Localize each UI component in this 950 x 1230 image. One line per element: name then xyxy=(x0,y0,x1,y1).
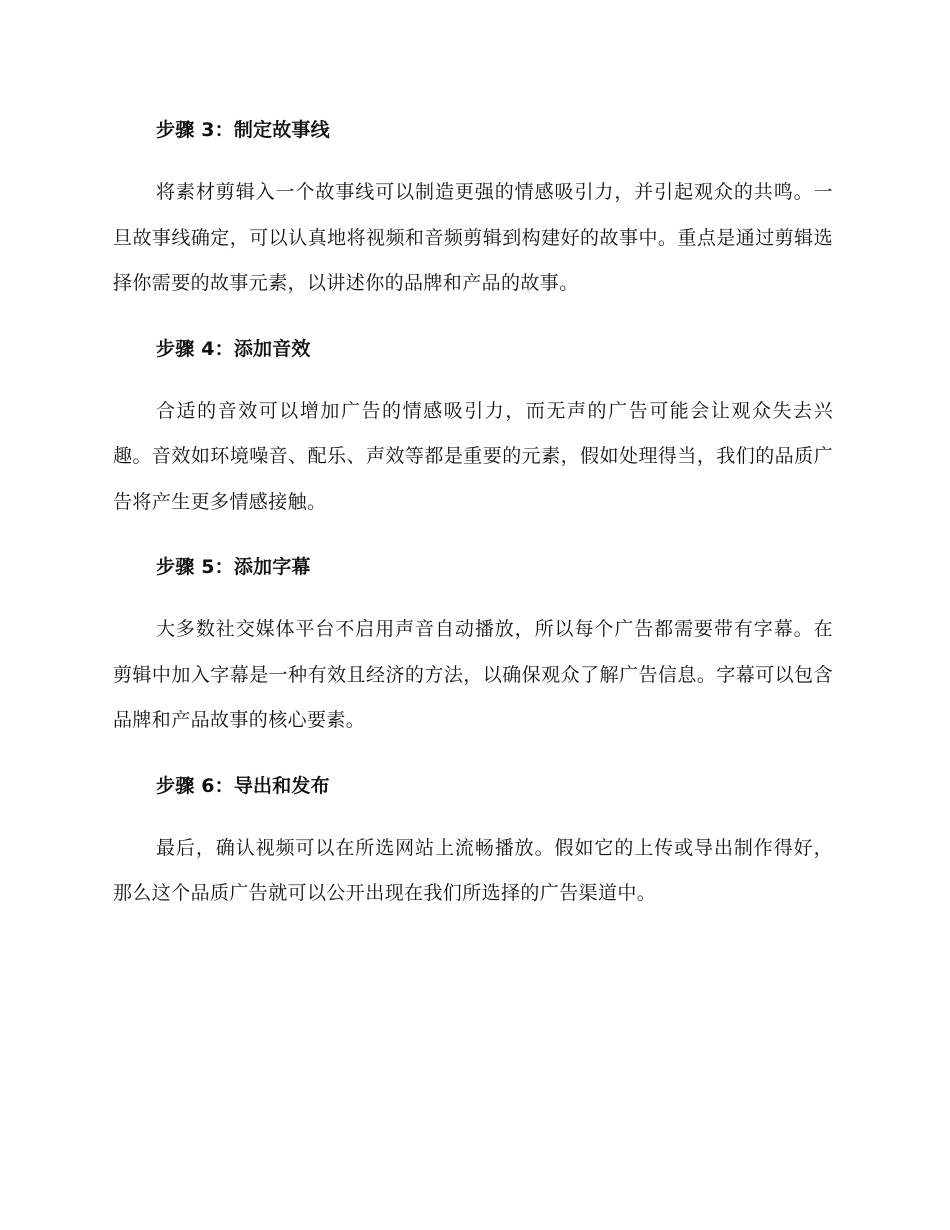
section-step-3 xyxy=(113,112,833,307)
document-body xyxy=(113,112,833,941)
section-paragraph: 大多数社交媒体平台不启用声音自动播放，所以每个广告都需要带有字幕。在剪辑中加入字幕是一种有效且经济的方法，以确保观众了解广告信息。字幕可以包含品牌和产品故事的核心要素。 xyxy=(113,618,833,731)
section-paragraph: 最后，确认视频可以在所选网站上流畅播放。假如它的上传或导出制作得好，那么这个品质广告就可以公开出现在我们所选择的广告渠道中。 xyxy=(113,836,833,904)
section-heading: 步骤 4：添加音效 xyxy=(156,337,311,360)
section-paragraph: 将素材剪辑入一个故事线可以制造更强的情感吸引力，并引起观众的共鸣。一旦故事线确定，可以认真地将视频和音频剪辑到构建好的故事中。重点是通过剪辑选择你需要的故事元素，以讲述你的品牌和产品的故事。 xyxy=(113,181,833,294)
section-step-4 xyxy=(113,331,833,526)
section-step-5 xyxy=(113,549,833,744)
section-paragraph: 合适的音效可以增加广告的情感吸引力，而无声的广告可能会让观众失去兴趣。音效如环境噪音、配乐、声效等都是重要的元素，假如处理得当，我们的品质广告将产生更多情感接触。 xyxy=(113,399,833,513)
section-heading: 步骤 3：制定故事线 xyxy=(156,119,330,141)
section-heading: 步骤 6：导出和发布 xyxy=(156,774,330,797)
section-step-6 xyxy=(113,768,833,917)
section-heading: 步骤 5：添加字幕 xyxy=(156,556,311,578)
